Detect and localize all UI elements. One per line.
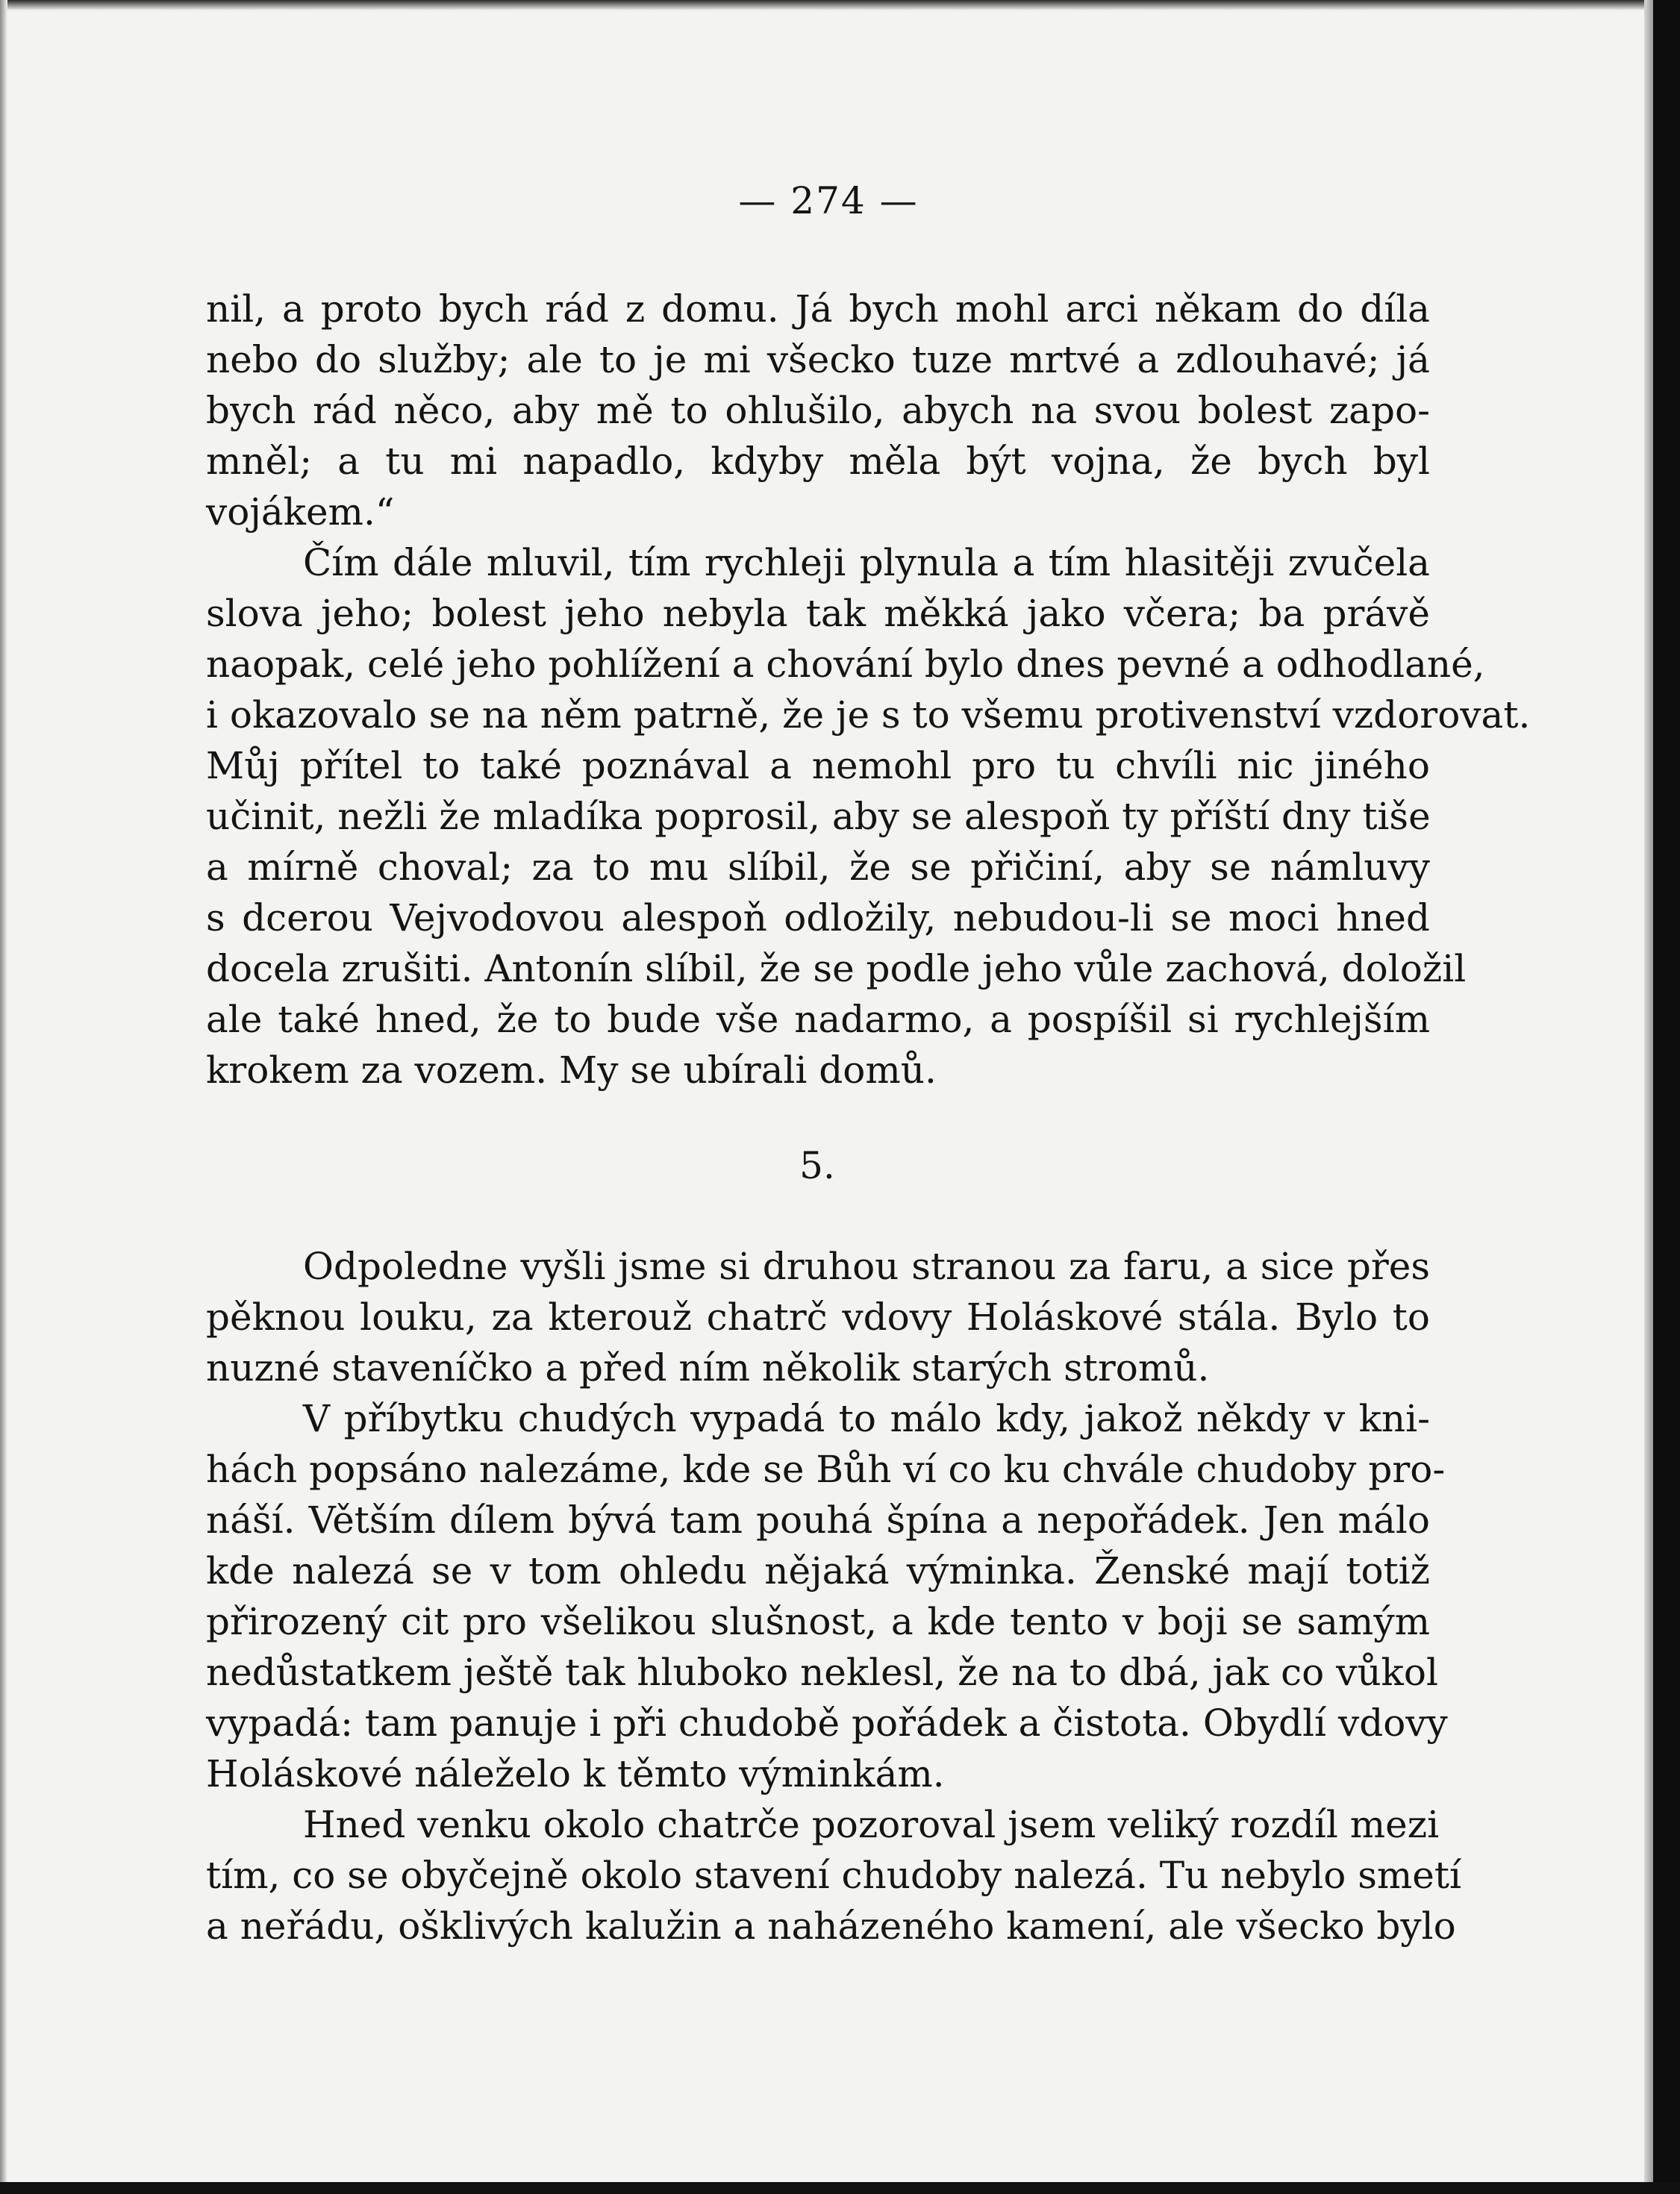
text-line: mněl; a tu mi napadlo, kdyby měla být vojna, že bych byl [206, 440, 1430, 483]
text-block-section-5 [206, 1241, 1461, 1951]
text-line: tím, co se obyčejně okolo stavení chudoby nalezá. Tu nebylo smetí [206, 1854, 1461, 1897]
text-line: vojákem.“ [206, 490, 395, 534]
page-edge-shadow [1644, 0, 1653, 2194]
text-line: nuzné staveníčko a před ním několik starých stromů. [206, 1346, 1210, 1390]
text-line: naopak, celé jeho pohlížení a chování bylo dnes pevné a odhodlané, [206, 643, 1485, 686]
text-line: přirozený cit pro všelikou slušnost, a kde tento v boji se samým [206, 1600, 1430, 1643]
section-number: 5. [799, 1144, 835, 1187]
text-line: a mírně choval; za to mu slíbil, že se přičiní, aby se námluvy [206, 846, 1430, 889]
scan-border-left [0, 0, 7, 2194]
text-line: bych rád něco, aby mě to ohlušilo, abych na svou bolest zapo- [206, 389, 1430, 432]
text-line: hách popsáno nalezáme, kde se Bůh ví co ku chvále chudoby pro- [206, 1448, 1446, 1491]
scan-border-right [1653, 0, 1680, 2194]
text-line: Holáskové náleželo k těmto výminkám. [206, 1752, 945, 1795]
text-line: Hned venku okolo chatrče pozoroval jsem veliký rozdíl mezi [303, 1803, 1440, 1846]
text-line: slova jeho; bolest jeho nebyla tak měkká jako včera; ba právě [206, 592, 1430, 635]
text-line: krokem za vozem. My se ubírali domů. [206, 1048, 937, 1092]
text-line: vypadá: tam panuje i při chudobě pořádek a čistota. Obydlí vdovy [206, 1701, 1448, 1745]
text-line: Čím dále mluvil, tím rychleji plynula a tím hlasitěji zvučela [303, 541, 1430, 584]
text-line: ale také hned, že to bude vše nadarmo, a pospíšil si rychlejším [206, 998, 1430, 1041]
text-line: i okazovalo se na něm patrně, že je s to všemu protivenství vzdorovat. [206, 693, 1531, 737]
text-line: učinit, nežli že mladíka poprosil, aby se alespoň ty příští dny tiše [206, 795, 1431, 838]
page-number: — 274 — [738, 179, 919, 222]
text-line: V příbytku chudých vypadá to málo kdy, jakož někdy v kni- [303, 1397, 1430, 1440]
scan-border-top [0, 0, 1680, 10]
text-line: nedůstatkem ještě tak hluboko neklesl, že na to dbá, jak co vůkol [206, 1651, 1438, 1694]
scan-border-bottom [0, 2182, 1680, 2194]
text-line: nil, a proto bych rád z domu. Já bych mohl arci někam do díla [206, 287, 1430, 331]
text-line: a neřádu, ošklivých kalužin a naházeného kamení, ale všecko bylo [206, 1904, 1456, 1948]
text-line: s dcerou Vejvodovou alespoň odložily, nebudou-li se moci hned [206, 896, 1430, 940]
text-line: docela zrušiti. Antonín slíbil, že se podle jeho vůle zachová, doložil [206, 947, 1467, 990]
text-line: nebo do služby; ale to je mi všecko tuze mrtvé a zdlouhavé; já [206, 338, 1430, 381]
text-block-continuation [206, 284, 1531, 1096]
text-line: pěknou louku, za kterouž chatrč vdovy Holáskové stála. Bylo to [206, 1296, 1430, 1339]
text-line: kde nalezá se v tom ohledu nějaká výminka. Ženské mají totiž [206, 1549, 1430, 1593]
text-line: Můj přítel to také poznával a nemohl pro tu chvíli nic jiného [206, 744, 1430, 787]
text-line: náší. Větším dílem bývá tam pouhá špína a nepořádek. Jen málo [206, 1498, 1430, 1542]
text-line: Odpoledne vyšli jsme si druhou stranou za faru, a sice přes [303, 1245, 1430, 1288]
